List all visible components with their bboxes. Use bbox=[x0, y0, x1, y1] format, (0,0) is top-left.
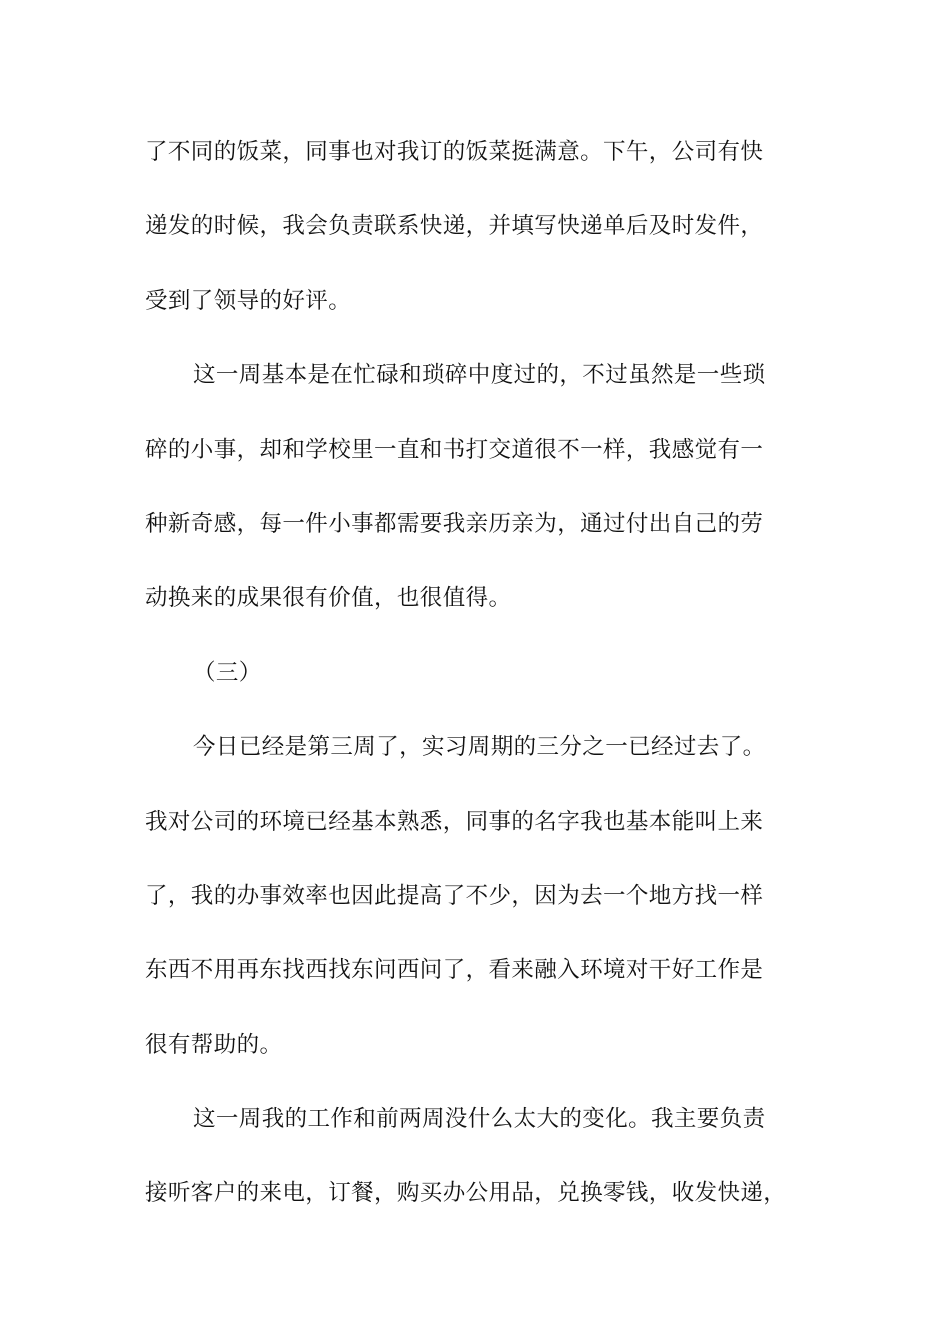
text-line-3: 受到了领导的好评。 bbox=[145, 287, 352, 314]
text-line-15: 接听客户的来电，订餐，购买办公用品，兑换零钱，收发快递， bbox=[145, 1180, 787, 1207]
paragraph-start-line: 今日已经是第三周了，实习周期的三分之一已经过去了。 bbox=[193, 734, 766, 761]
text-line-2: 递发的时候，我会负责联系快递，并填写快递单后及时发件， bbox=[145, 213, 764, 240]
text-line-10: 我对公司的环境已经基本熟悉，同事的名字我也基本能叫上来 bbox=[145, 808, 764, 835]
text-line-12: 东西不用再东找西找东问西问了，看来融入环境对干好工作是 bbox=[145, 957, 764, 984]
text-line-11: 了，我的办事效率也因此提高了不少，因为去一个地方找一样 bbox=[145, 882, 764, 909]
text-line-7: 动换来的成果很有价值，也很值得。 bbox=[145, 585, 512, 612]
section-heading: （三） bbox=[193, 659, 262, 686]
text-line-13: 很有帮助的。 bbox=[145, 1031, 283, 1058]
paragraph-start-line: 这一周基本是在忙碌和琐碎中度过的，不过虽然是一些琐 bbox=[193, 362, 766, 389]
text-line-5: 碎的小事，却和学校里一直和书打交道很不一样，我感觉有一 bbox=[145, 436, 764, 463]
text-line-6: 种新奇感，每一件小事都需要我亲历亲为，通过付出自己的劳 bbox=[145, 510, 764, 537]
document-body bbox=[145, 122, 825, 1238]
paragraph-start-line: 这一周我的工作和前两周没什么太大的变化。我主要负责 bbox=[193, 1106, 766, 1133]
text-line-1: 了不同的饭菜，同事也对我订的饭菜挺满意。下午，公司有快 bbox=[145, 139, 764, 165]
